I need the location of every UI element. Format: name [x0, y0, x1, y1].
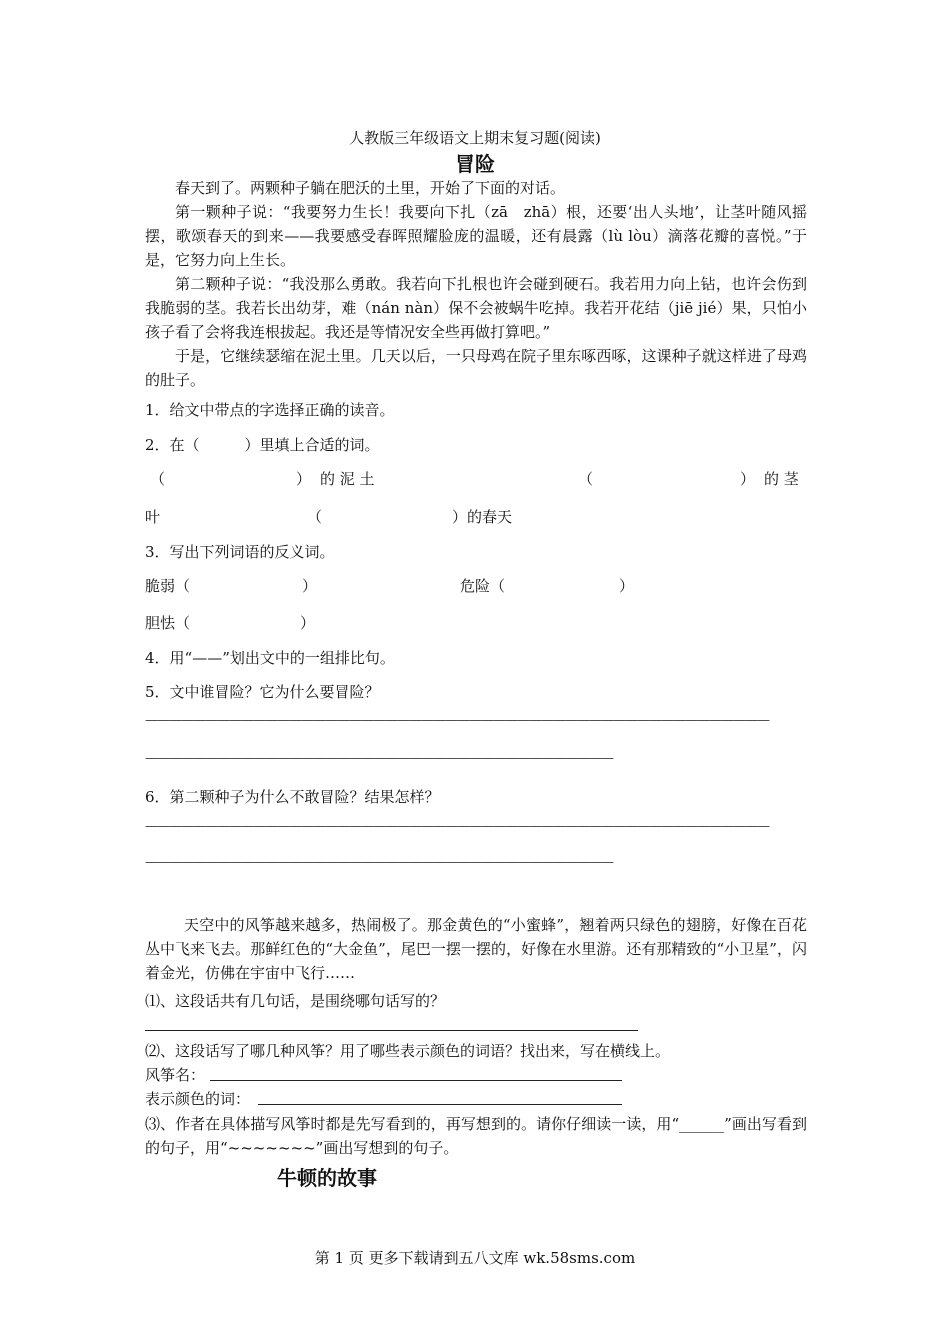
q2-close-paren-3: ）的春天	[452, 508, 513, 526]
q2-word-1: 的 泥 土	[320, 470, 375, 488]
kite-question-3: ⑶、作者在具体描写风筝时都是先写看到的，再写想到的。请你仔细读一读，用“______”画出写看到的句子，用“~~~~~~~”画出写想到的句子。	[145, 1115, 807, 1157]
question-6: 6．第二颗种子为什么不敢冒险？结果怎样？	[145, 788, 440, 806]
q2-word-2a: 的 茎	[764, 470, 799, 488]
question-1: 1．给文中带点的字选择正确的读音。	[145, 401, 395, 419]
question-2: 2．在（ ）里填上合适的词。	[145, 436, 380, 454]
q3-antonym-3-close: ）	[300, 614, 316, 632]
q3-antonym-1: 脆弱（	[145, 577, 191, 595]
story-title-newton: 牛顿的故事	[277, 1166, 377, 1190]
q2-close-paren-1: ）	[296, 470, 312, 488]
question-3: 3．写出下列词语的反义词。	[145, 543, 335, 561]
passage1-paragraph-1: 春天到了。两颗种子躺在肥沃的土里，开始了下面的对话。	[175, 179, 566, 197]
q2-open-paren-2: （	[578, 470, 594, 488]
answer-line[interactable]: ————————————————————————————————————————————————————	[145, 819, 769, 834]
answer-underline[interactable]	[145, 1030, 638, 1031]
q3-antonym-2: 危险（	[460, 577, 506, 595]
kite-name-underline[interactable]	[210, 1080, 622, 1081]
q2-close-paren-2: ）	[740, 470, 756, 488]
passage1-paragraph-2: 第一颗种子说：“我要努力生长！我要向下扎（zā zhā）根，还要‘出人头地’，让茎叶随风摇摆，歌颂春天的到来——我要感受春晖照耀脸庞的温暖，还有晨露（lù lòu）滴落花瓣的喜悦。”于是，它努力向上生长。	[145, 203, 807, 269]
document-title: 人教版三年级语文上期末复习题(阅读)	[349, 129, 601, 147]
q2-open-paren-3: （	[307, 508, 323, 526]
page-footer: 第 1 页 更多下载请到五八文库 wk.58sms.com	[314, 1249, 636, 1267]
answer-line[interactable]: ———————————————————————————————————————	[145, 855, 613, 870]
q3-antonym-2-close: ）	[619, 577, 635, 595]
q2-open-paren-1: （	[150, 470, 166, 488]
passage2-paragraph: 天空中的风筝越来越多，热闹极了。那金黄色的“小蜜蜂”，翘着两只绿色的翅膀，好像在百花丛中飞来飞去。那鲜红色的“大金鱼”，尾巴一摆一摆的，好像在水里游。还有那精致的“小卫星”，闪着金光，仿佛在宇宙中飞行……	[145, 916, 807, 982]
kite-question-1: ⑴、这段话共有几句话，是围绕哪句话写的？	[145, 992, 446, 1010]
q3-antonym-3: 胆怯（	[145, 614, 191, 632]
q2-word-2b: 叶	[145, 508, 161, 526]
kite-name-label: 风筝名：	[145, 1066, 206, 1084]
q3-antonym-1-close: ）	[302, 577, 318, 595]
kite-question-2: ⑵、这段话写了哪几种风筝？用了哪些表示颜色的词语？找出来，写在横线上。	[145, 1042, 671, 1060]
answer-line[interactable]: ———————————————————————————————————————	[145, 751, 613, 766]
color-words-underline[interactable]	[258, 1104, 622, 1105]
story-title-adventure: 冒险	[455, 152, 495, 176]
answer-line[interactable]: ————————————————————————————————————————————————————	[145, 713, 769, 728]
passage1-paragraph-4: 于是，它继续瑟缩在泥土里。几天以后，一只母鸡在院子里东啄西啄，这课种子就这样进了母鸡的肚子。	[145, 347, 807, 389]
color-words-label: 表示颜色的词：	[145, 1090, 251, 1108]
question-5: 5．文中谁冒险？它为什么要冒险？	[145, 683, 380, 701]
question-4: 4．用“——”划出文中的一组排比句。	[145, 649, 395, 667]
passage1-paragraph-3: 第二颗种子说：“我没那么勇敢。我若向下扎根也许会碰到硬石。我若用力向上钻，也许会伤到我脆弱的茎。我若长出幼芽，难（nán nàn）保不会被蜗牛吃掉。我若开花结（jiē jié）果，只怕小孩子看了会将我连根拔起。我还是等情况安全些再做打算吧。”	[145, 275, 808, 341]
